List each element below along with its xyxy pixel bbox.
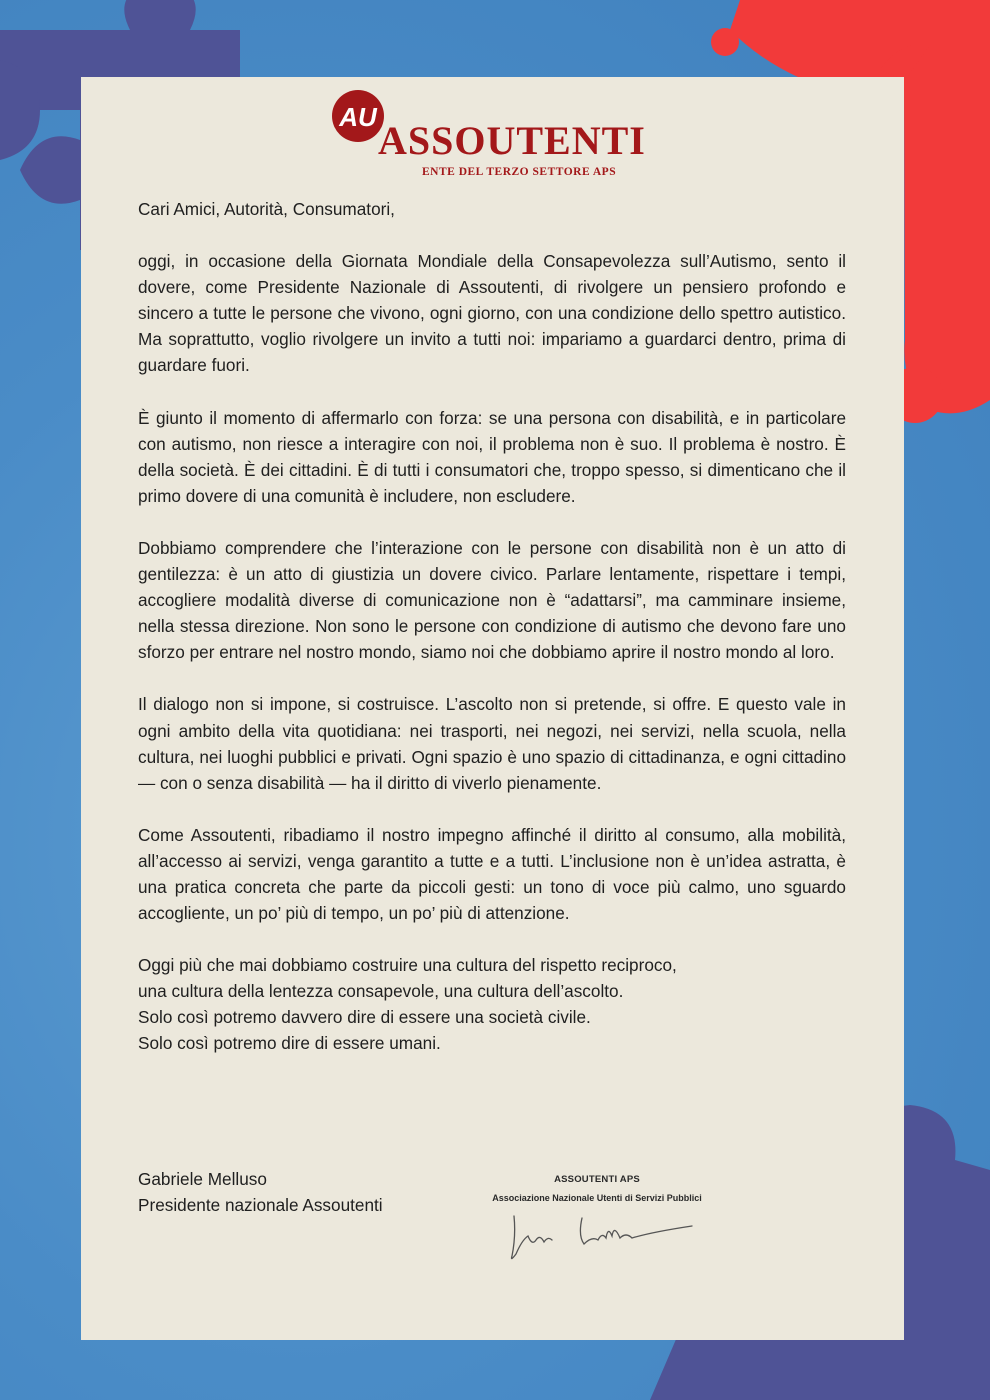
signature-block (138, 1166, 458, 1218)
assoutenti-logo (330, 88, 660, 180)
paragraph-2: È giunto il momento di affermarlo con forza: se una persona con disabilità, e in particolare con autismo, non riesce a interagire con noi, il problema non è suo. Il problema è nostro. È della società. È dei cittadini. È di tutti i consumatori che, troppo spesso, si dimenticano che il primo dovere di una comunità è includere, non escludere. (138, 407, 846, 506)
closing-line-3: Solo così potremo davvero dire di essere una società civile. (138, 1007, 591, 1028)
closing-line-2: una cultura della lentezza consapevole, una cultura dell’ascolto. (138, 981, 624, 1002)
salutation: Cari Amici, Autorità, Consumatori, (138, 199, 395, 219)
signer-role: Presidente nazionale Assoutenti (138, 1195, 383, 1216)
stamp-line-2: Associazione Nazionale Utenti di Servizi Pubblici (492, 1193, 702, 1203)
organization-stamp (462, 1170, 732, 1270)
paragraph-1: oggi, in occasione della Giornata Mondiale della Consapevolezza sull’Autismo, sento il dovere, come Presidente Nazionale di Assoutenti, di rivolgere un pensiero profondo e sincero a tutte le persone che vivono, ogni giorno, con una condizione dello spettro autistico. Ma soprattutto, voglio rivolgere un invito a tutti noi: impariamo a guardarci dentro, prima di guardare fuori. (138, 251, 846, 376)
stamp-line-1: ASSOUTENTI APS (554, 1174, 640, 1185)
closing-paragraph (138, 952, 846, 1056)
signer-name: Gabriele Melluso (138, 1169, 267, 1189)
paragraph-5: Come Assoutenti, ribadiamo il nostro impegno affinché il diritto al consumo, alla mobilità, all’accesso ai servizi, venga garantito a tutte e a tutti. L’inclusione non è un’idea astratta, è una pratica concreta che parte da piccoli gesti: un tono di voce più calmo, uno sguardo accogliente, un po’ più di tempo, un po’ più di attenzione. (138, 824, 846, 924)
closing-line-1: Oggi più che mai dobbiamo costruire una cultura del rispetto reciproco, (138, 955, 677, 976)
closing-line-4: Solo così potremo dire di essere umani. (138, 1033, 441, 1054)
au-logo-mark (332, 90, 384, 142)
handwritten-signature (502, 1196, 702, 1266)
letter-body (138, 196, 846, 1083)
paragraph-4: Il dialogo non si impone, si costruisce. L’ascolto non si pretende, si offre. E questo vale in ogni ambito della vita quotidiana: nei trasporti, nei negozi, nei servizi, nella scuola, nella cultura, nei luoghi pubblici e privati. Ogni spazio è uno spazio di cittadinanza, e ogni cittadino — con o senza disabilità — ha il diritto di viverlo pienamente. (138, 694, 846, 793)
logo-name: ASSOUTENTI (378, 118, 646, 163)
paragraph-3: Dobbiamo comprendere che l’interazione con le persone con disabilità non è un atto di gentilezza: è un atto di giustizia un dovere civico. Parlare lentamente, rispettare i tempi, accogliere modalità diverse di comunicazione non è “adattarsi”, ma camminare insieme, nella stessa direzione. Non sono le persone con condizione di autismo che devono fare uno sforzo per entrare nel nostro mondo, siamo noi che dobbiamo aprire il nostro mondo al loro. (138, 537, 846, 663)
logo-tagline: ENTE DEL TERZO SETTORE APS (422, 166, 617, 178)
logo-mark-text: AU (339, 102, 377, 132)
